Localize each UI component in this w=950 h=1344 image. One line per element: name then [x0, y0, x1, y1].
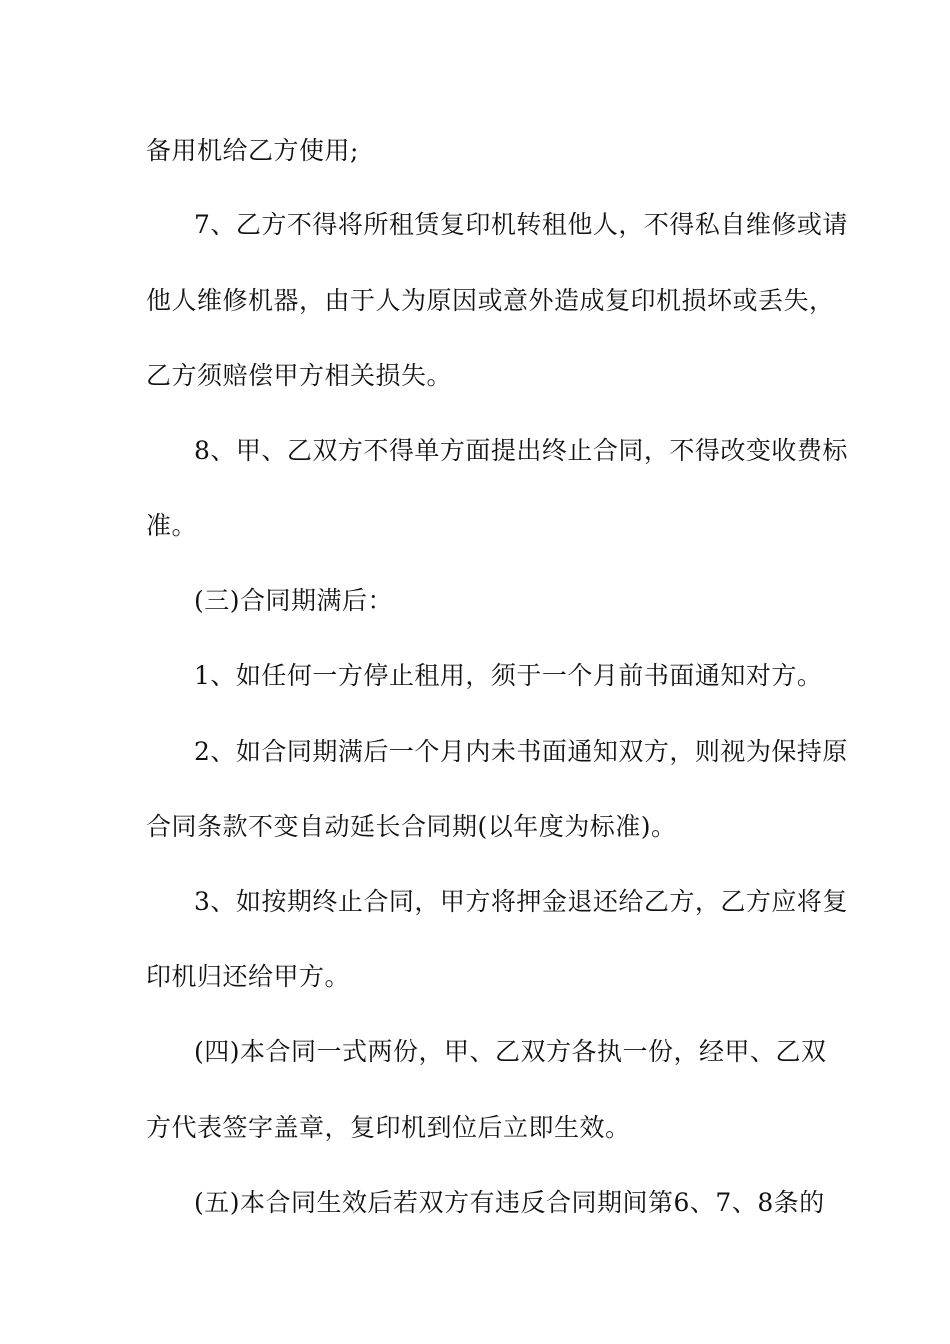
text-line: 3、如按期终止合同，甲方将押金退还给乙方，乙方应将复 [194, 887, 848, 916]
text-line: (四)本合同一式两份，甲、乙双方各执一份，经甲、乙双 [194, 1037, 827, 1066]
text-line: 备用机给乙方使用; [146, 136, 359, 165]
text-line: 方代表签字盖章，复印机到位后立即生效。 [146, 1113, 631, 1142]
text-line: 印机归还给甲方。 [146, 962, 351, 991]
text-line: 1、如任何一方停止租用，须于一个月前书面通知对方。 [194, 661, 823, 690]
text-line: 8、甲、乙双方不得单方面提出终止合同，不得改变收费标 [194, 436, 848, 465]
text-line: 合同条款不变自动延长合同期(以年度为标准)。 [146, 812, 677, 841]
text-line: 他人维修机器，由于人为原因或意外造成复印机损坏或丢失， [146, 286, 835, 315]
text-line: 乙方须赔偿甲方相关损失。 [146, 361, 453, 390]
text-line: 7、乙方不得将所租赁复印机转租他人，不得私自维修或请 [194, 210, 848, 239]
text-line: (五)本合同生效后若双方有违反合同期间第6、7、8条的 [194, 1188, 825, 1217]
text-line: 2、如合同期满后一个月内未书面通知双方，则视为保持原 [194, 737, 848, 766]
text-line: 准。 [146, 511, 198, 540]
section-heading: (三)合同期满后： [194, 586, 394, 615]
